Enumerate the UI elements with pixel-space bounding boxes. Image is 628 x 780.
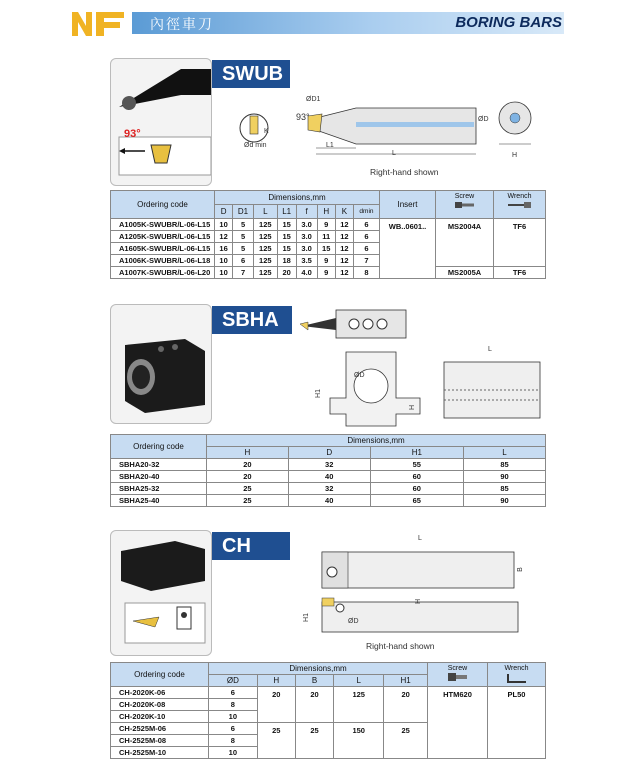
sbha-product-photo: [110, 304, 212, 424]
height1-cell: 20: [384, 687, 428, 723]
table-row: [111, 267, 546, 279]
dimension-cell: 6: [353, 219, 379, 231]
swub-header-wrench-label: Wrench: [507, 193, 532, 200]
diameter-cell: 6: [209, 687, 258, 699]
diameter-cell: 6: [209, 723, 258, 735]
swub-dim-label-k: K: [264, 128, 269, 135]
sbha-header-dimensions: Dimensions,mm: [207, 435, 546, 447]
dimension-cell: 6: [233, 255, 254, 267]
dimension-cell: 15: [317, 243, 335, 255]
dimension-cell: 85: [463, 459, 545, 471]
dimension-cell: 3.5: [296, 255, 317, 267]
swub-header-dim: D: [215, 205, 233, 219]
swub-table: [110, 190, 546, 279]
table-row: [111, 495, 546, 507]
swub-header-dim: dmin: [353, 205, 379, 219]
screw-cell: MS2004A: [436, 219, 494, 267]
table-row: [111, 459, 546, 471]
cap-screw-icon: [447, 672, 469, 682]
dimension-cell: 3.0: [296, 231, 317, 243]
dimension-cell: 32: [288, 459, 370, 471]
ch-header-ordering-code: Ordering code: [111, 663, 209, 687]
swub-header-dim: L1: [277, 205, 296, 219]
ordering-code-cell: A1006K-SWUBR/L-06-L18: [111, 255, 215, 267]
ordering-code-cell: CH-2020K-10: [111, 711, 209, 723]
dimension-cell: 7: [353, 255, 379, 267]
swub-dim-label-l1: L1: [326, 142, 334, 149]
ch-caption: Right-hand shown: [366, 641, 435, 651]
swub-header-ordering-code: Ordering code: [111, 191, 215, 219]
dimension-cell: 60: [370, 471, 463, 483]
swub-caption: Right-hand shown: [370, 167, 439, 177]
diameter-cell: 8: [209, 699, 258, 711]
wrench-cell: PL50: [488, 687, 546, 759]
swub-header-dim: L: [253, 205, 277, 219]
dimension-cell: 40: [288, 495, 370, 507]
ch-header-dim: B: [295, 675, 333, 687]
dimension-cell: 25: [207, 495, 289, 507]
screw-cell: MS2005A: [436, 267, 494, 279]
table-row: [111, 219, 546, 231]
height1-cell: 25: [384, 723, 428, 759]
dimension-cell: 15: [277, 231, 296, 243]
ch-header-wrench-label: Wrench: [504, 665, 529, 672]
sbha-header-dim: L: [463, 447, 545, 459]
dimension-cell: 11: [317, 231, 335, 243]
dimension-cell: 125: [253, 231, 277, 243]
ordering-code-cell: A1007K-SWUBR/L-06-L20: [111, 267, 215, 279]
dimension-cell: 18: [277, 255, 296, 267]
dimension-cell: 55: [370, 459, 463, 471]
sbha-header-dim: D: [288, 447, 370, 459]
dimension-cell: 125: [253, 267, 277, 279]
dimension-cell: 125: [253, 219, 277, 231]
swub-header-dim: D1: [233, 205, 254, 219]
dimension-cell: 90: [463, 471, 545, 483]
diameter-cell: 10: [209, 747, 258, 759]
sbha-dim-label-h1: H1: [314, 389, 322, 398]
ch-drawing-top: [318, 542, 524, 592]
sbha-header-ordering-code: Ordering code: [111, 435, 207, 459]
dimension-cell: 10: [215, 255, 233, 267]
screw-cell: HTM620: [428, 687, 488, 759]
sbha-drawing-tool: [296, 304, 416, 344]
swub-dim-label-angle: 93°: [296, 112, 310, 122]
sbha-dim-label-l: L: [488, 346, 492, 353]
wrench-cell: TF6: [494, 267, 546, 279]
dimension-cell: 32: [288, 483, 370, 495]
dimension-cell: 15: [277, 219, 296, 231]
swub-header-dimensions: Dimensions,mm: [215, 191, 380, 205]
swub-product-photo: [110, 58, 212, 186]
ordering-code-cell: CH-2525M-08: [111, 735, 209, 747]
dimension-cell: 25: [207, 483, 289, 495]
ch-title: CH: [212, 532, 290, 560]
dimension-cell: 3.0: [296, 243, 317, 255]
dimension-cell: 6: [353, 231, 379, 243]
swub-header-dim: H: [317, 205, 335, 219]
swub-drawing-end: [495, 98, 535, 152]
swub-header-dim: f: [296, 205, 317, 219]
dimension-cell: 9: [317, 219, 335, 231]
sbha-header-dim: H1: [370, 447, 463, 459]
table-row: [111, 483, 546, 495]
table-row: [111, 687, 546, 699]
dimension-cell: 20: [207, 471, 289, 483]
width-cell: 20: [295, 687, 333, 723]
ch-dim-label-h: H: [415, 598, 423, 605]
ordering-code-cell: SBHA20-40: [111, 471, 207, 483]
swub-header-insert: Insert: [380, 191, 436, 219]
dimension-cell: 10: [215, 219, 233, 231]
sbha-dim-label-h: H: [409, 404, 417, 411]
ordering-code-cell: CH-2020K-08: [111, 699, 209, 711]
length-cell: 150: [334, 723, 384, 759]
ch-header-wrench: [488, 663, 546, 687]
header-title-en: BORING BARS: [455, 14, 562, 31]
screw-icon: [454, 200, 476, 210]
dimension-cell: 4.0: [296, 267, 317, 279]
ch-header-dim: ØD: [209, 675, 258, 687]
dimension-cell: 15: [277, 243, 296, 255]
diameter-cell: 10: [209, 711, 258, 723]
sbha-drawing-front: [316, 348, 428, 430]
dimension-cell: 20: [207, 459, 289, 471]
swub-header-screw-label: Screw: [454, 193, 475, 200]
swub-title: SWUB: [212, 60, 290, 88]
dimension-cell: 6: [353, 243, 379, 255]
dimension-cell: 12: [215, 231, 233, 243]
height-cell: 25: [257, 723, 295, 759]
dimension-cell: 60: [370, 483, 463, 495]
ordering-code-cell: CH-2020K-06: [111, 687, 209, 699]
dimension-cell: 8: [353, 267, 379, 279]
dimension-cell: 12: [335, 219, 353, 231]
swub-angle-label: 93°: [124, 128, 141, 140]
insert-cell: WB..0601..: [380, 219, 436, 279]
dimension-cell: 5: [233, 219, 254, 231]
swub-dim-label-od: ØD: [478, 116, 489, 123]
hex-key-icon: [506, 672, 528, 684]
swub-dim-label-dmin: Ød min: [244, 142, 267, 149]
ch-product-photo: [110, 530, 212, 656]
length-cell: 125: [334, 687, 384, 723]
sbha-drawing-side: [440, 356, 544, 426]
ordering-code-cell: A1205K-SWUBR/L-06-L15: [111, 231, 215, 243]
swub-dim-label-l: L: [392, 150, 396, 157]
ch-header-dim: H: [257, 675, 295, 687]
dimension-cell: 125: [253, 243, 277, 255]
ordering-code-cell: CH-2525M-06: [111, 723, 209, 735]
ordering-code-cell: SBHA25-40: [111, 495, 207, 507]
dimension-cell: 12: [335, 243, 353, 255]
dimension-cell: 12: [335, 231, 353, 243]
swub-header-dim: K: [335, 205, 353, 219]
dimension-cell: 9: [317, 267, 335, 279]
brand-logo: [70, 6, 126, 40]
dimension-cell: 65: [370, 495, 463, 507]
ordering-code-cell: CH-2525M-10: [111, 747, 209, 759]
sbha-dim-label-od: ØD: [354, 372, 365, 379]
dimension-cell: 16: [215, 243, 233, 255]
dimension-cell: 85: [463, 483, 545, 495]
ch-dim-label-od: ØD: [348, 618, 359, 625]
dimension-cell: 12: [335, 255, 353, 267]
header-title-cn: 內徑車刀: [150, 16, 214, 32]
swub-dim-label-d1: ØD1: [306, 96, 321, 103]
ch-header-screw: [428, 663, 488, 687]
wrench-icon: [507, 200, 533, 210]
dimension-cell: 10: [215, 267, 233, 279]
dimension-cell: 12: [335, 267, 353, 279]
sbha-title: SBHA: [212, 306, 292, 334]
ch-dim-label-l: L: [418, 535, 422, 542]
dimension-cell: 40: [288, 471, 370, 483]
dimension-cell: 125: [253, 255, 277, 267]
height-cell: 20: [257, 687, 295, 723]
ordering-code-cell: A1005K-SWUBR/L-06-L15: [111, 219, 215, 231]
swub-drawing-side: [296, 94, 486, 166]
ordering-code-cell: A1605K-SWUBR/L-06-L15: [111, 243, 215, 255]
ch-header-dimensions: Dimensions,mm: [209, 663, 428, 675]
ch-dim-label-b: B: [516, 567, 524, 572]
width-cell: 25: [295, 723, 333, 759]
dimension-cell: 3.0: [296, 219, 317, 231]
ordering-code-cell: SBHA25-32: [111, 483, 207, 495]
ch-header-dim: L: [334, 675, 384, 687]
ch-dim-label-h1: H1: [302, 613, 310, 622]
table-row: [111, 471, 546, 483]
ordering-code-cell: SBHA20-32: [111, 459, 207, 471]
swub-header-screw: [436, 191, 494, 219]
dimension-cell: 5: [233, 243, 254, 255]
dimension-cell: 20: [277, 267, 296, 279]
swub-header-wrench: [494, 191, 546, 219]
dimension-cell: 5: [233, 231, 254, 243]
sbha-header-dim: H: [207, 447, 289, 459]
ch-header-screw-label: Screw: [447, 665, 468, 672]
ch-header-dim: H1: [384, 675, 428, 687]
ch-table: [110, 662, 546, 759]
wrench-cell: TF6: [494, 219, 546, 267]
dimension-cell: 7: [233, 267, 254, 279]
sbha-table: [110, 434, 546, 507]
swub-dim-label-h: H: [512, 152, 518, 159]
diameter-cell: 8: [209, 735, 258, 747]
dimension-cell: 9: [317, 255, 335, 267]
dimension-cell: 90: [463, 495, 545, 507]
